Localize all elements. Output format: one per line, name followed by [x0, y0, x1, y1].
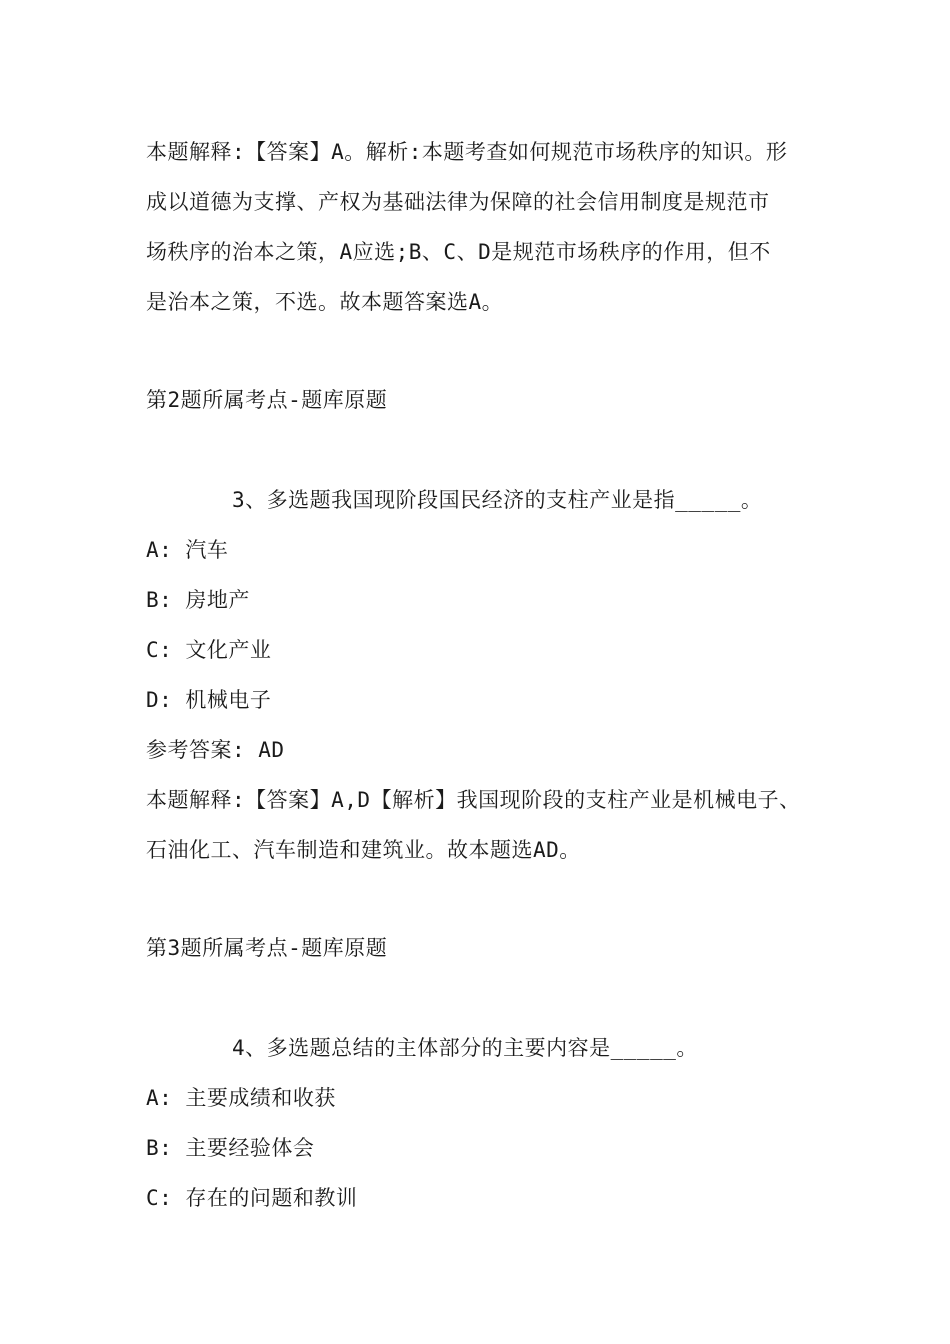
- q2-topic: 第2题所属考点-题库原题: [146, 388, 388, 412]
- q3-answer: 参考答案: AD: [146, 738, 285, 762]
- q3-explanation-line-1: 本题解释:【答案】A,D【解析】我国现阶段的支柱产业是机械电子、: [146, 788, 801, 812]
- q3-option-d: D: 机械电子: [146, 688, 272, 712]
- q3-option-c: C: 文化产业: [146, 638, 272, 662]
- q3-topic: 第3题所属考点-题库原题: [146, 936, 388, 960]
- q2-explanation-line-3: 场秩序的治本之策，A应选;B、C、D是规范市场秩序的作用，但不: [146, 240, 771, 264]
- q2-explanation-line-2: 成以道德为支撑、产权为基础法律为保障的社会信用制度是规范市: [146, 190, 770, 214]
- q4-option-a: A: 主要成绩和收获: [146, 1086, 336, 1110]
- q4-option-b: B: 主要经验体会: [146, 1136, 315, 1160]
- q4-question: 4、多选题总结的主体部分的主要内容是_____。: [232, 1036, 698, 1060]
- q2-explanation-line-1: 本题解释:【答案】A。解析:本题考查如何规范市场秩序的知识。形: [146, 140, 788, 164]
- q2-explanation-line-4: 是治本之策，不选。故本题答案选A。: [146, 290, 504, 314]
- q3-option-b: B: 房地产: [146, 588, 250, 612]
- q3-option-a: A: 汽车: [146, 538, 229, 562]
- q4-option-c: C: 存在的问题和教训: [146, 1186, 358, 1210]
- q3-question: 3、多选题我国现阶段国民经济的支柱产业是指_____。: [232, 488, 763, 512]
- q3-explanation-line-2: 石油化工、汽车制造和建筑业。故本题选AD。: [146, 838, 581, 862]
